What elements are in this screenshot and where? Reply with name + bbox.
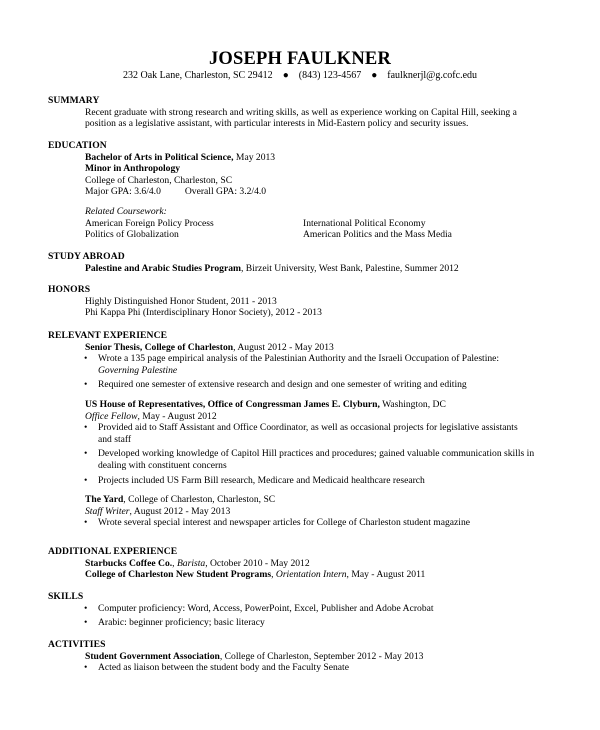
bullet-item — [48, 662, 558, 674]
coursework-row — [48, 229, 558, 241]
school: College of Charleston, Charleston, SC — [85, 174, 233, 186]
honor-item: Highly Distinguished Honor Student, 2011 - 2013 — [85, 295, 277, 307]
additional-role: Orientation Intern — [275, 569, 347, 581]
degree-date: May 2013 — [233, 151, 276, 163]
activity-details: , College of Charleston, September 2012 - May 2013 — [219, 650, 424, 662]
bullet-continuation: and staff — [98, 433, 132, 445]
bullet-item — [48, 422, 558, 434]
summary-line: position as a legislative assistant, with particular interests in Mid-Eastern policy and security issues. — [85, 118, 469, 130]
additional-date: , May - August 2011 — [346, 569, 426, 581]
phone: (843) 123-4567 — [298, 70, 362, 81]
job-location: , College of Charleston, Charleston, SC — [123, 494, 276, 506]
bullet-icon: • — [84, 602, 88, 614]
skill-item — [48, 617, 558, 629]
skill-text: Computer proficiency: Word, Access, PowerPoint, Excel, Publisher and Adobe Acrobat — [98, 602, 434, 614]
bullet-text: Developed working knowledge of Capitol Hill practices and procedures; gained valuable communication skills in — [98, 448, 535, 460]
activities-section — [48, 639, 558, 674]
job-date: , August 2012 - May 2013 — [233, 341, 334, 353]
bullet-icon: • — [84, 662, 88, 674]
job-heading — [48, 494, 558, 506]
job-role-line — [48, 411, 558, 423]
job-location: Washington, DC — [379, 398, 446, 410]
skills-section — [48, 591, 558, 629]
job-role-line — [48, 506, 558, 518]
skill-item — [48, 603, 558, 615]
summary-line: Recent graduate with strong research and writing skills, as well as experience working on Capital Hill, seeking a — [85, 106, 517, 118]
degree-line — [48, 152, 558, 164]
bullet-text: Provided aid to Staff Assistant and Office Coordinator, as well as occasional projects for legislative assistants — [98, 422, 518, 434]
section-title: ACTIVITIES — [48, 639, 106, 650]
additional-org: Starbucks Coffee Co. — [85, 557, 173, 569]
bullet-item — [48, 475, 558, 487]
bullet-item — [48, 379, 558, 391]
job-date: , August 2012 - May 2013 — [129, 505, 231, 517]
skill-text: Arabic: beginner proficiency; basic literacy — [98, 617, 265, 629]
bullet-continuation: Governing Palestine — [98, 364, 178, 376]
major-gpa: Major GPA: 3.6/4.0 — [85, 186, 161, 198]
additional-row: College of Charleston New Student Programs, Orientation Intern, May - August 2011 — [85, 569, 426, 581]
bullet-icon: • — [84, 474, 88, 486]
honor-item: Phi Kappa Phi (Interdisciplinary Honor Society), 2012 - 2013 — [85, 307, 322, 319]
separator-dot: ● — [371, 70, 378, 81]
summary-section — [48, 95, 558, 130]
course: International Political Economy — [303, 217, 426, 229]
program: Palestine and Arabic Studies Program — [85, 262, 241, 274]
experience-section — [48, 330, 558, 529]
job-role: Staff Writer — [85, 505, 130, 517]
degree: Bachelor of Arts in Political Science, — [85, 151, 234, 163]
additional-date: , October 2010 - May 2012 — [205, 557, 310, 569]
minor: Minor in Anthropology — [85, 163, 181, 175]
address: 232 Oak Lane, Charleston, SC 29412 — [122, 70, 273, 81]
job-heading — [48, 342, 558, 354]
separator-dot: ● — [282, 70, 289, 81]
bullet-continuation: dealing with constituent concerns — [98, 459, 227, 471]
bullet-text: Required one semester of extensive research and design and one semester of writing and editing — [98, 379, 467, 391]
honors-section — [48, 284, 558, 319]
job-org: Senior Thesis, College of Charleston — [85, 341, 234, 353]
candidate-name: JOSEPH FAULKNER — [208, 49, 392, 69]
section-title: EDUCATION — [48, 140, 107, 151]
course: American Politics and the Mass Media — [303, 229, 452, 241]
coursework-label: Related Coursework: — [85, 205, 167, 217]
section-title: SKILLS — [48, 591, 84, 602]
summary-text — [48, 107, 558, 130]
section-title: ADDITIONAL EXPERIENCE — [48, 546, 178, 557]
additional-experience-section — [48, 546, 558, 581]
bullet-text: Wrote several special interest and newspaper articles for College of Charleston student magazine — [98, 517, 471, 529]
program-details: , Birzeit University, West Bank, Palestine, Summer 2012 — [241, 262, 459, 274]
bullet-icon: • — [84, 617, 88, 629]
activity-heading — [48, 651, 558, 663]
job-heading — [48, 399, 558, 411]
overall-gpa: Overall GPA: 3.2/4.0 — [184, 186, 267, 198]
email-link[interactable]: faulknerjl@g.cofc.edu — [387, 70, 478, 81]
additional-org: College of Charleston New Student Programs — [85, 569, 272, 581]
bullet-item — [48, 448, 558, 460]
bullet-icon: • — [84, 353, 88, 365]
section-title: SUMMARY — [48, 95, 100, 106]
additional-row: Starbucks Coffee Co., Barista, October 2010 - May 2012 — [85, 557, 310, 569]
gpa-line — [48, 186, 558, 198]
study-abroad-line — [48, 263, 558, 275]
bullet-text: Acted as liaison between the student body and the Faculty Senate — [98, 662, 349, 674]
study-abroad-section — [48, 251, 558, 274]
bullet-icon: • — [84, 448, 88, 460]
activity-org: Student Government Association — [85, 650, 220, 662]
bullet-text: Projects included US Farm Bill research, Medicare and Medicaid healthcare research — [98, 474, 425, 486]
job-role: Office Fellow — [85, 410, 138, 422]
section-title: HONORS — [48, 284, 91, 295]
job-org: The Yard — [85, 494, 124, 506]
bullet-icon: • — [84, 379, 88, 391]
contact-line — [0, 70, 600, 82]
course: Politics of Globalization — [85, 229, 179, 241]
coursework-row — [48, 218, 558, 230]
bullet-icon: • — [84, 422, 88, 434]
education-section — [48, 140, 558, 241]
bullet-item — [48, 353, 558, 365]
section-title: STUDY ABROAD — [48, 251, 125, 262]
additional-role: Barista — [176, 557, 206, 569]
bullet-item — [48, 517, 558, 529]
bullet-icon: • — [84, 517, 88, 529]
job-date: , May - August 2012 — [137, 410, 217, 422]
job-org: US House of Representatives, Office of Congressman James E. Clyburn, — [85, 398, 380, 410]
course: American Foreign Policy Process — [85, 217, 214, 229]
bullet-text: Wrote a 135 page empirical analysis of the Palestinian Authority and the Israeli Occupation of Palestine: — [98, 353, 500, 365]
section-title: RELEVANT EXPERIENCE — [48, 330, 168, 341]
